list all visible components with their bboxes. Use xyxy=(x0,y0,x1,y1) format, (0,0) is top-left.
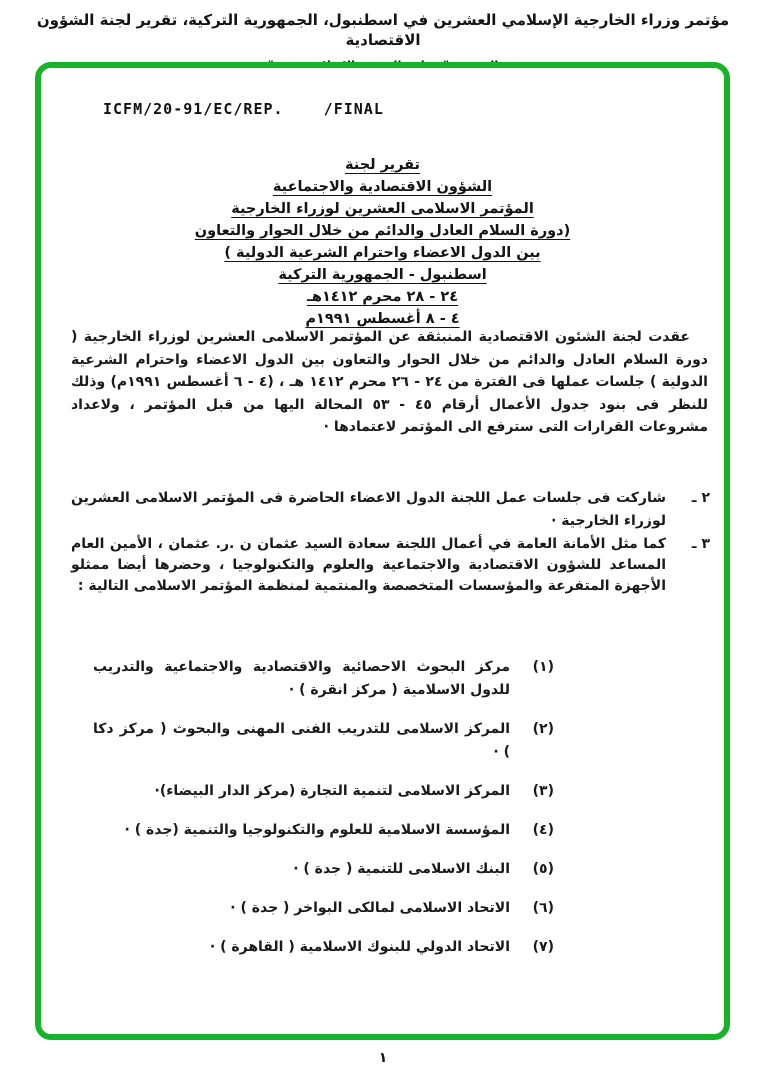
organizations-list xyxy=(93,656,554,975)
report-title-block xyxy=(41,154,724,330)
paragraph-3 xyxy=(71,534,710,596)
list-item-number: (١) xyxy=(532,659,554,675)
title-line: تقرير لجنة xyxy=(344,157,421,173)
title-line: (دورة السلام العادل والدائم من خلال الحوار والتعاون xyxy=(194,223,571,239)
title-line: ٢٤ - ٢٨ محرم ١٤١٢هـ xyxy=(306,289,459,305)
title-line: ٤ - ٨ أغسطس ١٩٩١م xyxy=(305,311,460,327)
paragraph-number: ٢ ـ xyxy=(691,490,710,506)
list-item xyxy=(93,897,554,920)
list-item-number: (٦) xyxy=(532,900,554,916)
list-item xyxy=(93,718,554,764)
title-line: الشؤون الاقتصادية والاجتماعية xyxy=(272,179,493,195)
list-item-text: الاتحاد الدولي للبنوك الاسلامية ( القاهرة ) · xyxy=(209,939,510,955)
list-item xyxy=(93,780,554,803)
paragraph-1: عقدت لجنة الشئون الاقتصادية المنبثقة عن المؤتمر الاسلامى العشرين لوزراء الخارجية ( دورة السلام العادل والدائم من خلال الحوار والتعاون بين الدول الاعضاء واحترام الشرعية الدولية ) جلسات عملها فى الفترة من ٢٤ - ٢٦ محرم ١٤١٢ هـ ، (٤ - ٦ أغسطس ١٩٩١م) وذلك للنظر فى بنود جدول الأعمال أرقام ٤٥ - ٥٣ المحالة اليها من قبل المؤتمر ، ولاعداد مشروعات القرارات التى سترفع الى المؤتمر لاعتمادها · xyxy=(71,329,708,435)
paragraph-2 xyxy=(71,487,710,532)
list-item-text: المؤسسة الاسلامية للعلوم والتكنولوجيا والتنمية (جدة ) · xyxy=(124,822,510,838)
list-item xyxy=(93,819,554,842)
list-item-text: مركز البحوث الاحصائية والاقتصادية والاجتماعية والتدريب للدول الاسلامية ( مركز انقرة ) · xyxy=(93,659,510,698)
list-item-number: (٣) xyxy=(532,783,554,799)
header-title: مؤتمر وزراء الخارجية الإسلامي العشرين في اسطنبول، الجمهورية التركية، تقرير لجنة الشؤون الاقتصادية xyxy=(36,11,730,49)
list-item xyxy=(93,656,554,702)
list-item-text: الاتحاد الاسلامى لمالكى البواخر ( جدة ) · xyxy=(230,900,510,916)
title-line: المؤتمر الاسلامى العشرين لوزراء الخارجية xyxy=(231,201,534,217)
page-number: ١ xyxy=(378,1050,388,1066)
title-line: اسطنبول - الجمهورية التركية xyxy=(278,267,487,283)
green-border-frame xyxy=(35,62,730,1040)
paragraph-text: كما مثل الأمانة العامة في أعمال اللجنة سعادة السيد عثمان ن .ر. عثمان ، الأمين العام المساعد للشؤون الاقتصادية والاجتماعية والعلوم والتكنولوجيا ، وحضرها أيضا ممثلو الأجهزة المتفرعة والمؤسسات المتخصصة والمنتمية لمنظمة المؤتمر الاسلامى التالية : xyxy=(71,536,666,594)
list-item-text: المركز الاسلامى لتنمية التجارة (مركز الدار البيضاء)· xyxy=(154,783,510,799)
list-item-text: البنك الاسلامى للتنمية ( جدة ) · xyxy=(293,861,510,877)
list-item-number: (٧) xyxy=(532,939,554,955)
list-item-number: (٥) xyxy=(532,861,554,877)
list-item-text: المركز الاسلامى للتدريب الفنى المهنى والبحوث ( مركز دكا ) · xyxy=(93,721,510,760)
reference-number: ICFM/20-91/EC/REP. /FINAL xyxy=(103,100,384,118)
title-line: بين الدول الاعضاء واحترام الشرعية الدولية ) xyxy=(224,245,541,261)
list-item xyxy=(93,858,554,881)
paragraph-number: ٣ ـ xyxy=(691,536,710,552)
list-item-number: (٤) xyxy=(532,822,554,838)
paragraph-text: شاركت فى جلسات عمل اللجنة الدول الاعضاء الحاضرة فى المؤتمر الاسلامى العشرين لوزراء الخارجية · xyxy=(71,490,666,529)
list-item-number: (٢) xyxy=(532,721,554,737)
list-item xyxy=(93,936,554,959)
